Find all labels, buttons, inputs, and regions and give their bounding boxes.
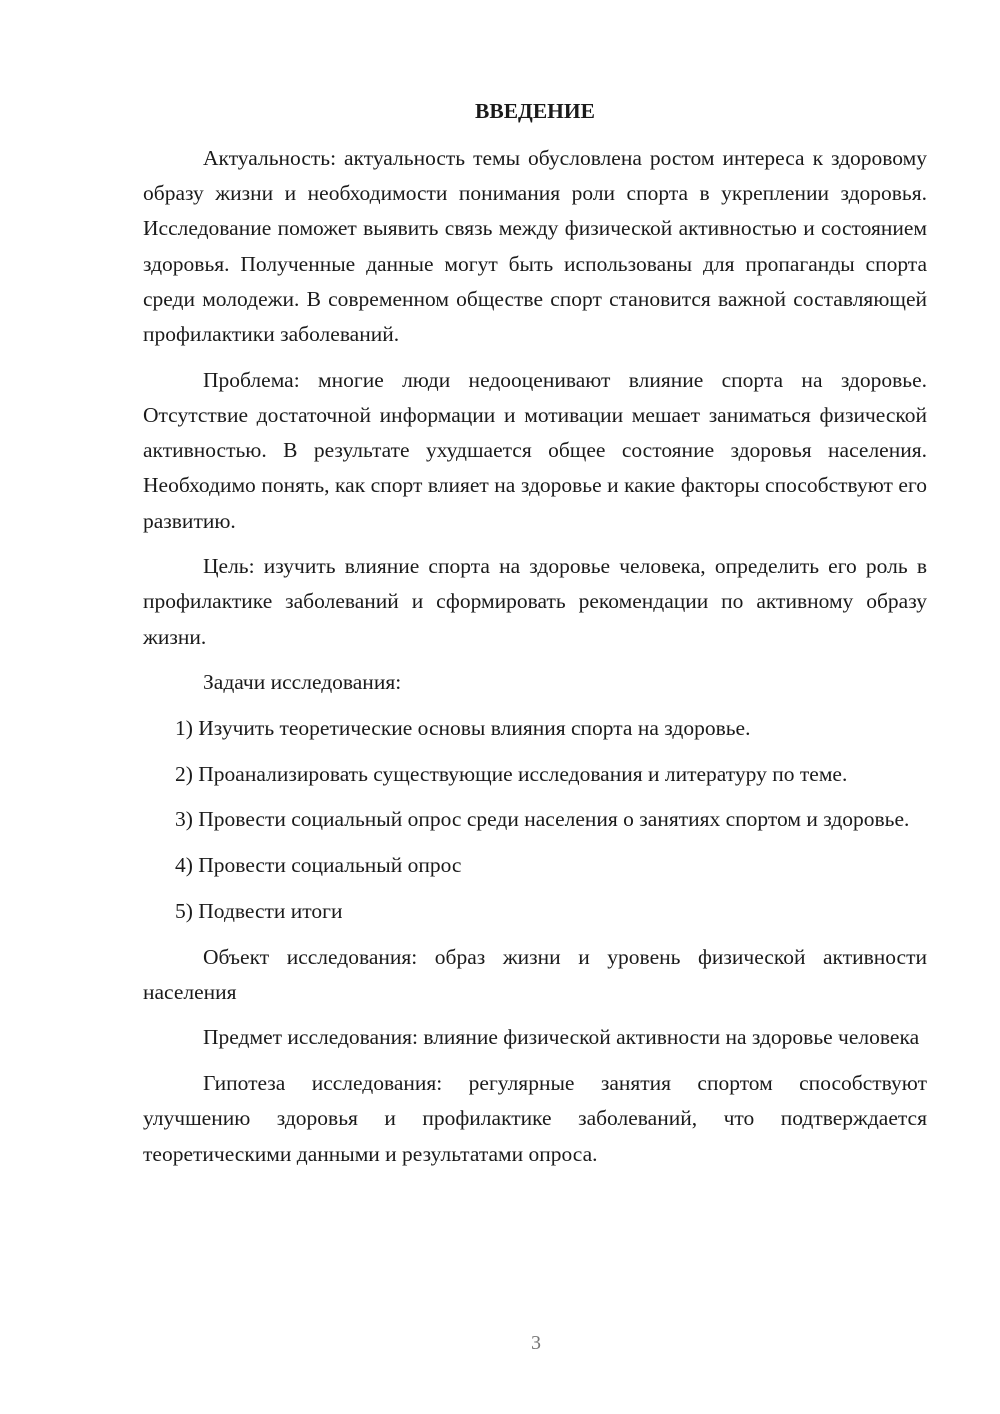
task-item-4: 4) Провести социальный опрос xyxy=(175,853,462,878)
body-text xyxy=(143,141,927,1172)
tasks-heading: Задачи исследования: xyxy=(203,670,402,695)
paragraph-relevance: Актуальность: актуальность темы обусловлена ростом интереса к здоровому образу жизни и необходимости понимания роли спорта в укреплении здоровья. Исследование поможет выявить связь между физической активностью и состоянием здоровья. Полученные данные могут быть использованы для пропаганды спорта среди молодежи. В современном обществе спорт становится важной составляющей профилактики заболеваний. xyxy=(143,146,927,347)
paragraph-hypothesis: Гипотеза исследования: регулярные занятия спортом способствуют улучшению здоровья и профилактике заболеваний, что подтверждается теоретическими данными и результатами опроса. xyxy=(143,1071,927,1166)
paragraph-object: Объект исследования: образ жизни и уровень физической активности населения xyxy=(143,944,927,1004)
task-item-1: 1) Изучить теоретические основы влияния спорта на здоровье. xyxy=(175,716,751,741)
task-item-5: 5) Подвести итоги xyxy=(175,898,343,923)
paragraph-goal: Цель: изучить влияние спорта на здоровье человека, определить его роль в профилактике заболеваний и сформировать рекомендации по активному образу жизни. xyxy=(143,554,927,649)
page-title: ВВЕДЕНИЕ xyxy=(475,99,595,123)
task-item-3: 3) Провести социальный опрос среди населения о занятиях спортом и здоровье. xyxy=(175,807,910,832)
paragraph-problem: Проблема: многие люди недооценивают влияние спорта на здоровье. Отсутствие достаточной информации и мотивации мешает заниматься физической активностью. В результате ухудшается общее состояние здоровья населения. Необходимо понять, как спорт влияет на здоровье и какие факторы способствуют его развитию. xyxy=(143,367,927,533)
page-number: 3 xyxy=(531,1332,541,1354)
task-item-2: 2) Проанализировать существующие исследования и литературу по теме. xyxy=(175,761,848,786)
paragraph-subject: Предмет исследования: влияние физической активности на здоровье человека xyxy=(203,1025,920,1050)
